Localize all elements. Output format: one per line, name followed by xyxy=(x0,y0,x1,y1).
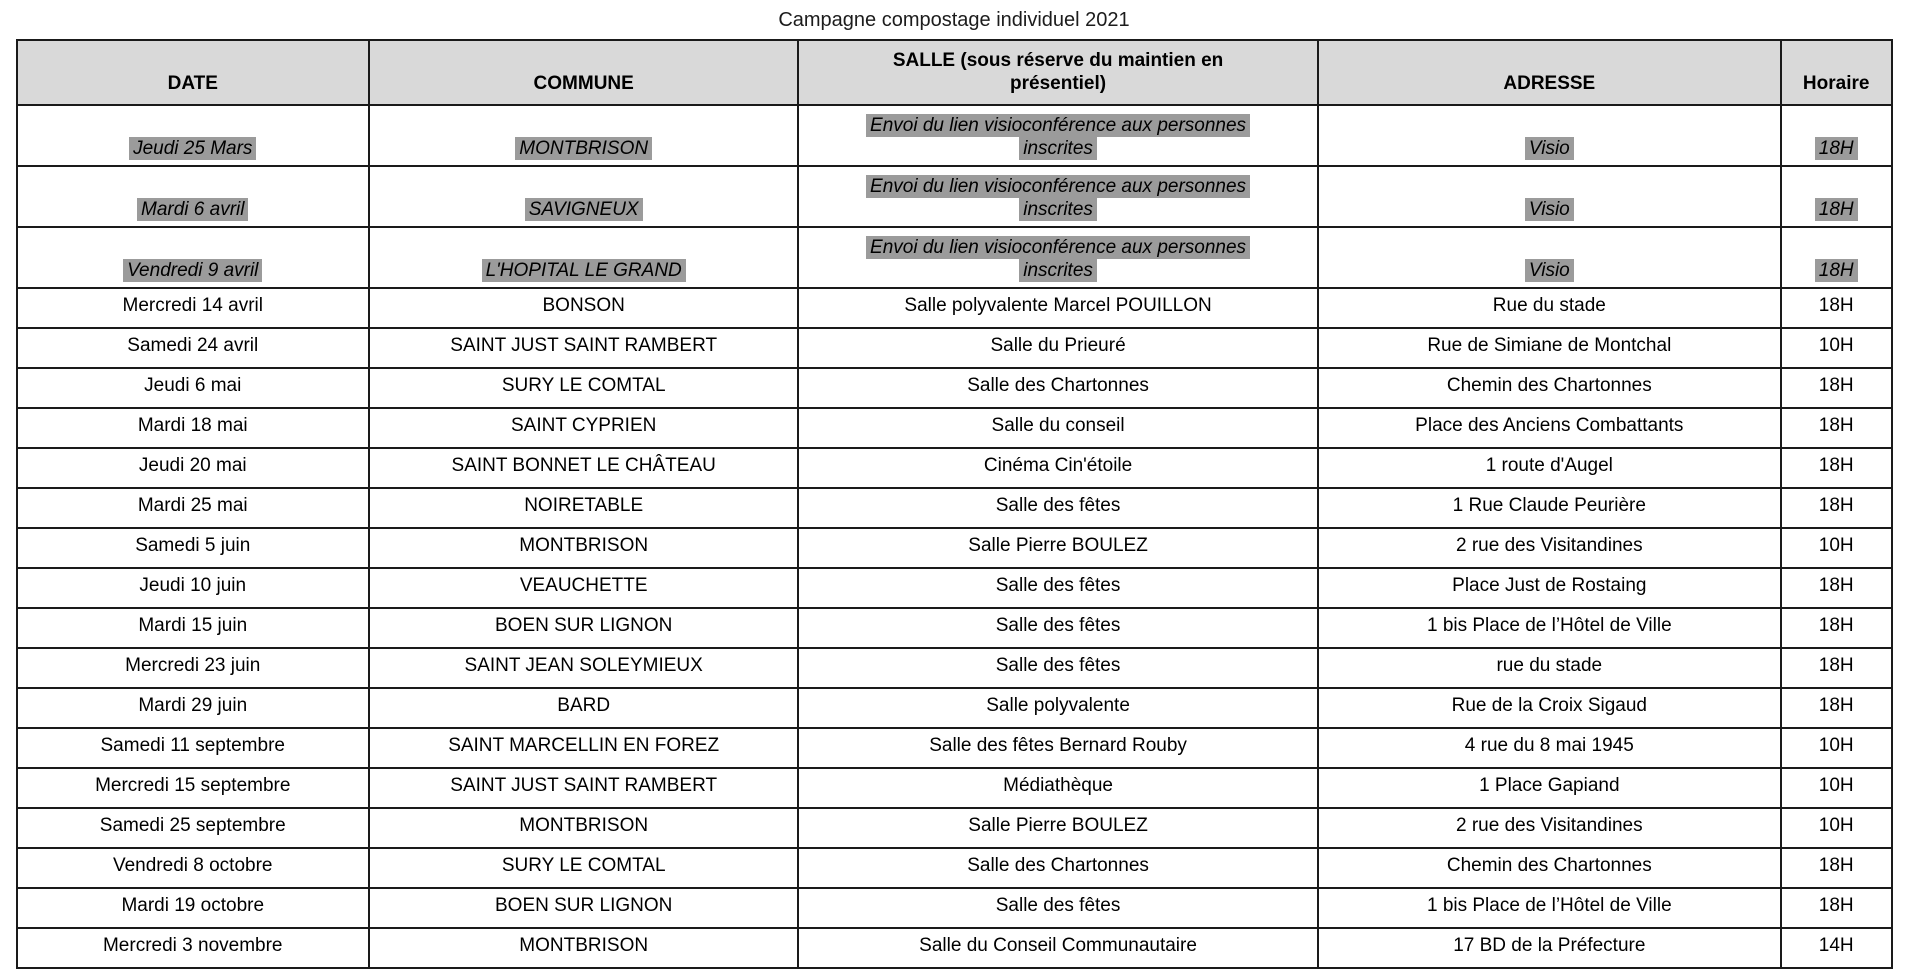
cell-text: VEAUCHETTE xyxy=(519,575,648,596)
cell-text: Mardi 15 juin xyxy=(138,615,248,636)
cell-text: Samedi 25 septembre xyxy=(99,815,286,836)
cell-horaire xyxy=(1781,608,1892,648)
cell-horaire xyxy=(1781,368,1892,408)
schedule-table xyxy=(16,39,1893,969)
cell-text: BOEN SUR LIGNON xyxy=(495,895,673,916)
cell-adresse xyxy=(1318,888,1781,928)
cell-text: Salle polyvalente xyxy=(986,695,1130,716)
cell-text: 18H xyxy=(1818,615,1854,636)
cell-text: Envoi du lien visioconférence aux personnes inscrites xyxy=(866,114,1250,160)
cell-salle xyxy=(798,105,1317,166)
cell-text: Mardi 29 juin xyxy=(138,695,248,716)
cell-text: Cinéma Cin'étoile xyxy=(983,455,1133,476)
cell-text: 14H xyxy=(1818,935,1854,956)
cell-text: Samedi 24 avril xyxy=(127,335,259,356)
cell-text: SAINT CYPRIEN xyxy=(511,415,657,436)
cell-text: Envoi du lien visioconférence aux personnes inscrites xyxy=(866,175,1250,221)
cell-adresse xyxy=(1318,808,1781,848)
cell-text: 10H xyxy=(1818,815,1854,836)
cell-adresse xyxy=(1318,408,1781,448)
cell-commune xyxy=(369,408,798,448)
cell-adresse xyxy=(1318,227,1781,288)
cell-date xyxy=(17,105,370,166)
cell-adresse xyxy=(1318,105,1781,166)
cell-text: Mardi 19 octobre xyxy=(121,895,265,916)
cell-salle xyxy=(798,888,1317,928)
cell-commune xyxy=(369,808,798,848)
cell-horaire xyxy=(1781,808,1892,848)
cell-text: 18H xyxy=(1815,259,1858,282)
cell-date xyxy=(17,288,370,328)
cell-text: Vendredi 8 octobre xyxy=(112,855,273,876)
cell-adresse xyxy=(1318,688,1781,728)
cell-text: 1 bis Place de l’Hôtel de Ville xyxy=(1426,615,1672,636)
cell-horaire xyxy=(1781,166,1892,227)
cell-text: 4 rue du 8 mai 1945 xyxy=(1464,735,1634,756)
cell-adresse xyxy=(1318,488,1781,528)
cell-text: Salle des Chartonnes xyxy=(967,855,1149,876)
cell-text: Mardi 6 avril xyxy=(137,198,248,221)
cell-commune xyxy=(369,568,798,608)
cell-salle xyxy=(798,848,1317,888)
cell-text: 1 Place Gapiand xyxy=(1479,775,1620,796)
cell-date xyxy=(17,768,370,808)
cell-text: Jeudi 25 Mars xyxy=(129,137,256,160)
cell-text: 18H xyxy=(1818,375,1854,396)
cell-salle xyxy=(798,728,1317,768)
cell-horaire xyxy=(1781,648,1892,688)
table-row xyxy=(17,648,1892,688)
cell-text: Salle des fêtes xyxy=(995,895,1121,916)
cell-horaire xyxy=(1781,328,1892,368)
cell-text: 18H xyxy=(1815,137,1858,160)
cell-text: SAINT BONNET LE CHÂTEAU xyxy=(451,455,716,476)
cell-adresse xyxy=(1318,848,1781,888)
cell-text: Samedi 5 juin xyxy=(135,535,251,556)
cell-adresse xyxy=(1318,608,1781,648)
table-row xyxy=(17,488,1892,528)
cell-salle xyxy=(798,808,1317,848)
cell-horaire xyxy=(1781,688,1892,728)
table-row xyxy=(17,528,1892,568)
cell-text: BARD xyxy=(557,695,611,716)
cell-text: Salle des fêtes xyxy=(995,615,1121,636)
column-header-adresse: ADRESSE xyxy=(1318,40,1781,105)
cell-text: rue du stade xyxy=(1496,655,1603,676)
cell-text: Samedi 11 septembre xyxy=(100,735,285,756)
cell-text: Place Just de Rostaing xyxy=(1452,575,1647,596)
cell-text: 10H xyxy=(1818,535,1854,556)
cell-text: Salle du conseil xyxy=(991,415,1125,436)
cell-commune xyxy=(369,166,798,227)
cell-text: 18H xyxy=(1818,895,1854,916)
cell-horaire xyxy=(1781,105,1892,166)
cell-text: Salle du Prieuré xyxy=(990,335,1126,356)
cell-salle xyxy=(798,488,1317,528)
table-row xyxy=(17,768,1892,808)
cell-commune xyxy=(369,688,798,728)
table-row xyxy=(17,368,1892,408)
cell-text: 2 rue des Visitandines xyxy=(1456,815,1643,836)
column-header-date: DATE xyxy=(17,40,370,105)
cell-text: SURY LE COMTAL xyxy=(501,375,666,396)
cell-text: Salle des fêtes Bernard Rouby xyxy=(929,735,1187,756)
cell-adresse xyxy=(1318,648,1781,688)
cell-date xyxy=(17,928,370,968)
cell-text: 18H xyxy=(1818,415,1854,436)
column-header-commune: COMMUNE xyxy=(369,40,798,105)
header-row xyxy=(17,40,1892,105)
cell-text: 18H xyxy=(1818,655,1854,676)
cell-text: Rue du stade xyxy=(1492,295,1606,316)
cell-date xyxy=(17,368,370,408)
cell-salle xyxy=(798,328,1317,368)
cell-horaire xyxy=(1781,768,1892,808)
cell-text: 18H xyxy=(1818,455,1854,476)
cell-commune xyxy=(369,448,798,488)
cell-text: 18H xyxy=(1818,575,1854,596)
cell-horaire xyxy=(1781,227,1892,288)
cell-adresse xyxy=(1318,568,1781,608)
cell-text: MONTBRISON xyxy=(519,815,649,836)
cell-date xyxy=(17,328,370,368)
table-row xyxy=(17,408,1892,448)
cell-text: Salle du Conseil Communautaire xyxy=(919,935,1197,956)
cell-text: Vendredi 9 avril xyxy=(123,259,262,282)
cell-text: Mardi 18 mai xyxy=(137,415,248,436)
cell-adresse xyxy=(1318,928,1781,968)
cell-date xyxy=(17,648,370,688)
cell-date xyxy=(17,227,370,288)
cell-text: Jeudi 6 mai xyxy=(144,375,242,396)
cell-salle xyxy=(798,227,1317,288)
cell-adresse xyxy=(1318,528,1781,568)
cell-text: SAVIGNEUX xyxy=(525,198,643,221)
cell-commune xyxy=(369,728,798,768)
cell-salle xyxy=(798,528,1317,568)
cell-text: Visio xyxy=(1525,259,1574,282)
cell-text: Salle des Chartonnes xyxy=(967,375,1149,396)
cell-text: 1 bis Place de l’Hôtel de Ville xyxy=(1426,895,1672,916)
cell-text: Mardi 25 mai xyxy=(137,495,248,516)
table-body xyxy=(17,105,1892,968)
cell-horaire xyxy=(1781,568,1892,608)
cell-text: SAINT JUST SAINT RAMBERT xyxy=(450,335,718,356)
cell-adresse xyxy=(1318,288,1781,328)
cell-text: Chemin des Chartonnes xyxy=(1446,375,1652,396)
cell-text: Mercredi 15 septembre xyxy=(95,775,291,796)
cell-text: Jeudi 10 juin xyxy=(139,575,247,596)
cell-text: Mercredi 14 avril xyxy=(122,295,263,316)
cell-date xyxy=(17,448,370,488)
cell-horaire xyxy=(1781,728,1892,768)
cell-text: BONSON xyxy=(542,295,625,316)
cell-text: SURY LE COMTAL xyxy=(501,855,666,876)
table-row xyxy=(17,288,1892,328)
cell-commune xyxy=(369,288,798,328)
cell-text: Rue de Simiane de Montchal xyxy=(1427,335,1672,356)
cell-commune xyxy=(369,848,798,888)
table-row xyxy=(17,568,1892,608)
cell-salle xyxy=(798,568,1317,608)
table-row xyxy=(17,808,1892,848)
cell-text: Salle Pierre BOULEZ xyxy=(968,815,1148,836)
cell-text: 18H xyxy=(1818,855,1854,876)
cell-salle xyxy=(798,768,1317,808)
cell-text: 1 route d'Augel xyxy=(1485,455,1613,476)
cell-date xyxy=(17,408,370,448)
cell-date xyxy=(17,808,370,848)
cell-text: 10H xyxy=(1818,775,1854,796)
cell-salle xyxy=(798,166,1317,227)
cell-text: SAINT MARCELLIN EN FOREZ xyxy=(448,735,720,756)
cell-text: Salle polyvalente Marcel POUILLON xyxy=(904,295,1212,316)
cell-text: Visio xyxy=(1525,198,1574,221)
cell-text: Envoi du lien visioconférence aux personnes inscrites xyxy=(866,236,1250,282)
cell-text: Jeudi 20 mai xyxy=(138,455,247,476)
cell-salle xyxy=(798,408,1317,448)
cell-text: MONTBRISON xyxy=(519,935,649,956)
cell-horaire xyxy=(1781,288,1892,328)
cell-salle xyxy=(798,368,1317,408)
cell-text: Médiathèque xyxy=(1003,775,1113,796)
cell-text: Rue de la Croix Sigaud xyxy=(1451,695,1647,716)
cell-commune xyxy=(369,608,798,648)
cell-text: Salle des fêtes xyxy=(995,495,1121,516)
cell-horaire xyxy=(1781,408,1892,448)
cell-horaire xyxy=(1781,848,1892,888)
cell-salle xyxy=(798,288,1317,328)
table-row xyxy=(17,328,1892,368)
table-row xyxy=(17,888,1892,928)
table-row xyxy=(17,688,1892,728)
cell-adresse xyxy=(1318,166,1781,227)
cell-text: NOIRETABLE xyxy=(524,495,644,516)
cell-text: 1 Rue Claude Peurière xyxy=(1452,495,1646,516)
cell-text: Salle Pierre BOULEZ xyxy=(968,535,1148,556)
cell-adresse xyxy=(1318,368,1781,408)
cell-text: 18H xyxy=(1815,198,1858,221)
cell-text: 17 BD de la Préfecture xyxy=(1453,935,1646,956)
cell-text: SAINT JEAN SOLEYMIEUX xyxy=(464,655,703,676)
cell-text: 2 rue des Visitandines xyxy=(1456,535,1643,556)
cell-commune xyxy=(369,528,798,568)
cell-salle xyxy=(798,648,1317,688)
cell-text: SAINT JUST SAINT RAMBERT xyxy=(450,775,718,796)
table-row xyxy=(17,928,1892,968)
cell-salle xyxy=(798,608,1317,648)
table-row xyxy=(17,728,1892,768)
cell-date xyxy=(17,728,370,768)
cell-adresse xyxy=(1318,448,1781,488)
table-row xyxy=(17,608,1892,648)
cell-text: 10H xyxy=(1818,735,1854,756)
cell-commune xyxy=(369,768,798,808)
cell-text: MONTBRISON xyxy=(519,535,649,556)
cell-date xyxy=(17,568,370,608)
cell-date xyxy=(17,488,370,528)
cell-horaire xyxy=(1781,888,1892,928)
table-row xyxy=(17,848,1892,888)
cell-commune xyxy=(369,328,798,368)
cell-horaire xyxy=(1781,928,1892,968)
cell-text: Place des Anciens Combattants xyxy=(1415,415,1684,436)
cell-date xyxy=(17,166,370,227)
table-row xyxy=(17,227,1892,288)
cell-text: 10H xyxy=(1818,335,1854,356)
cell-text: 18H xyxy=(1818,495,1854,516)
cell-text: Mercredi 3 novembre xyxy=(102,935,283,956)
cell-commune xyxy=(369,227,798,288)
cell-commune xyxy=(369,488,798,528)
cell-date xyxy=(17,848,370,888)
cell-horaire xyxy=(1781,528,1892,568)
cell-text: Salle des fêtes xyxy=(995,655,1121,676)
table-row xyxy=(17,166,1892,227)
cell-text: Chemin des Chartonnes xyxy=(1446,855,1652,876)
cell-date xyxy=(17,888,370,928)
cell-commune xyxy=(369,105,798,166)
cell-adresse xyxy=(1318,768,1781,808)
cell-salle xyxy=(798,448,1317,488)
cell-commune xyxy=(369,888,798,928)
cell-text: Salle des fêtes xyxy=(995,575,1121,596)
cell-date xyxy=(17,608,370,648)
cell-text: MONTBRISON xyxy=(515,137,652,160)
cell-date xyxy=(17,688,370,728)
table-row xyxy=(17,105,1892,166)
column-header-horaire: Horaire xyxy=(1781,40,1892,105)
cell-commune xyxy=(369,648,798,688)
cell-text: BOEN SUR LIGNON xyxy=(495,615,673,636)
table-row xyxy=(17,448,1892,488)
cell-text: Mercredi 23 juin xyxy=(125,655,261,676)
column-header-salle: SALLE (sous réserve du maintien en présentiel) xyxy=(798,40,1317,105)
cell-date xyxy=(17,528,370,568)
cell-text: 18H xyxy=(1818,695,1854,716)
cell-text: 18H xyxy=(1818,295,1854,316)
cell-salle xyxy=(798,928,1317,968)
cell-text: Visio xyxy=(1525,137,1574,160)
cell-salle xyxy=(798,688,1317,728)
cell-horaire xyxy=(1781,488,1892,528)
page-title: Campagne compostage individuel 2021 xyxy=(778,9,1130,31)
cell-text: L'HOPITAL LE GRAND xyxy=(482,259,686,282)
cell-adresse xyxy=(1318,728,1781,768)
cell-commune xyxy=(369,928,798,968)
cell-horaire xyxy=(1781,448,1892,488)
cell-commune xyxy=(369,368,798,408)
cell-adresse xyxy=(1318,328,1781,368)
